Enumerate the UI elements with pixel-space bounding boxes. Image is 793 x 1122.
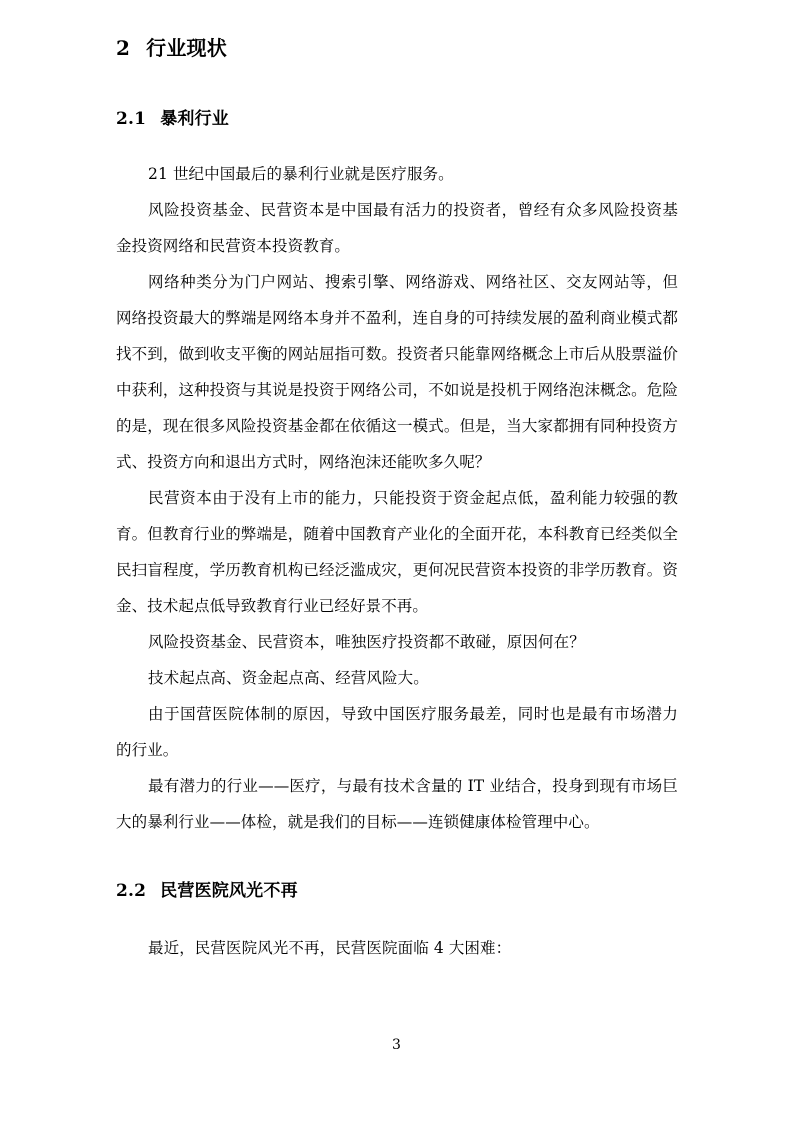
heading-2-1-title: 暴利行业 [160, 109, 229, 129]
paragraph: 21 世纪中国最后的暴利行业就是医疗服务。 [148, 165, 454, 183]
heading-section-2-1 [116, 106, 678, 132]
page-content [116, 34, 678, 966]
paragraph: 最近，民营医院风光不再，民营医院面临 4 大困难： [148, 939, 512, 957]
heading-1-number: 2 [116, 36, 131, 60]
heading-section-2-2 [116, 878, 678, 904]
heading-2-2-number: 2.2 [116, 881, 147, 901]
paragraph: 最有潜力的行业——医疗，与最有技术含量的 IT 业结合，投身到现有市场巨大的暴利行业——体检，就是我们的目标——连锁健康体检管理中心。 [116, 777, 678, 831]
spacer [116, 904, 678, 930]
paragraph: 网络种类分为门户网站、搜索引擎、网络游戏、网络社区、交友网站等，但网络投资最大的弊端是网络本身并不盈利，连自身的可持续发展的盈利商业模式都找不到，做到收支平衡的网站屈指可数。投资者只能靠网络概念上市后从股票溢价中获利，这种投资与其说是投资于网络公司，不如说是投机于网络泡沫概念。危险的是，现在很多风险投资基金都在依循这一模式。但是，当大家都拥有同种投资方式、投资方向和退出方式时，网络泡沫还能吹多久呢？ [116, 273, 678, 471]
paragraph: 技术起点高、资金起点高、经营风险大。 [148, 669, 429, 687]
spacer [116, 840, 678, 878]
paragraph: 由于国营医院体制的原因，导致中国医疗服务最差，同时也是最有市场潜力的行业。 [116, 705, 678, 759]
page-number: 3 [392, 1037, 401, 1053]
spacer [116, 132, 678, 156]
heading-2-1-number: 2.1 [116, 109, 147, 129]
heading-2-2-title: 民营医院风光不再 [160, 881, 298, 901]
heading-1-title: 行业现状 [146, 36, 227, 60]
paragraph: 风险投资基金、民营资本，唯独医疗投资都不敢碰，原因何在？ [148, 633, 585, 651]
spacer [116, 62, 678, 106]
paragraph: 民营资本由于没有上市的能力，只能投资于资金起点低，盈利能力较强的教育。但教育行业的弊端是，随着中国教育产业化的全面开花，本科教育已经类似全民扫盲程度，学历教育机构已经泛滥成灾，更何况民营资本投资的非学历教育。资金、技术起点低导致教育行业已经好景不再。 [116, 489, 678, 615]
heading-level-1 [116, 34, 678, 62]
paragraph: 风险投资基金、民营资本是中国最有活力的投资者，曾经有众多风险投资基金投资网络和民营资本投资教育。 [116, 201, 678, 255]
